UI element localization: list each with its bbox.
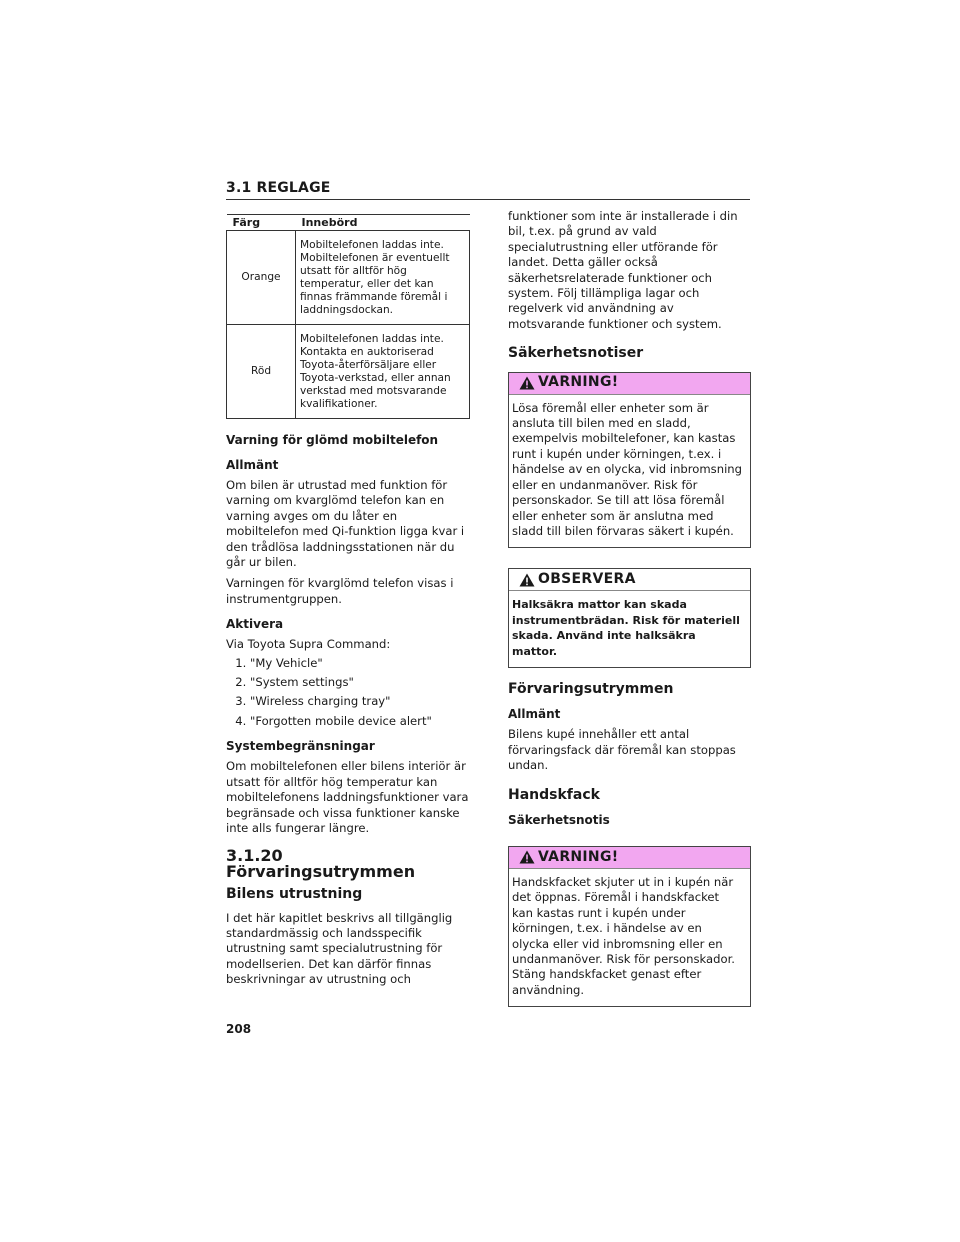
heading-equipment: Bilens utrustning — [226, 886, 363, 903]
column-header-meaning: Innebörd — [296, 215, 470, 231]
heading-storage: Förvaringsutrymmen — [508, 680, 674, 697]
list-item: 1. "My Vehicle" — [250, 656, 470, 671]
section-header: 3.1 REGLAGE — [226, 180, 750, 200]
table-row — [227, 325, 470, 419]
indicator-color-table — [226, 214, 470, 419]
paragraph-general-2: Varningen för kvarglömd telefon visas i instrumentgruppen. — [226, 576, 454, 606]
right-column — [508, 209, 751, 1021]
meaning-cell: Mobiltelefonen laddas inte. Kontakta en auktoriserad Toyota-återförsäljare eller Toyota-verkstad, eller annan verkstad med motsvarande kvalifikationer. — [296, 325, 470, 419]
column-header-color: Färg — [227, 215, 296, 231]
warning-box — [508, 846, 751, 1007]
heading-system-limits: Systembegränsningar — [226, 739, 375, 754]
paragraph-storage: Bilens kupé innehåller ett antal förvaringsfack där föremål kan stoppas undan. — [508, 727, 736, 773]
list-item: 3. "Wireless charging tray" — [250, 694, 470, 709]
warning-text: Lösa föremål eller enheter som är ansluta till bilen med en sladd, exempelvis mobiltelefoner, kan kastas runt i kupén under körningen, t.ex. i händelse av en olycka, vid inbromsning eller en undanmanöver. Risk för personskador. Se till att lösa föremål eller enheter som är anslutna med sladd till bilen förvaras säkert i kupén. — [512, 400, 742, 538]
table-row — [227, 231, 470, 325]
heading-glovebox: Handskfack — [508, 786, 600, 803]
heading-safety-notes: Säkerhetsnotiser — [508, 345, 644, 362]
list-item: 2. "System settings" — [250, 675, 470, 690]
color-cell: Orange — [227, 231, 296, 325]
activation-steps — [226, 656, 470, 730]
warning-bar — [509, 847, 750, 869]
paragraph-limits: Om mobiltelefonen eller bilens interiör är utsatt för alltför hög temperatur kan mobiltelefonens laddningsfunktioner vara begränsade och vissa funktioner kanske inte alls fungerar längre. — [226, 759, 469, 835]
notice-title: OBSERVERA — [538, 571, 636, 588]
chapter-title: 3.1.20 Förvaringsutrymmen — [226, 846, 416, 881]
paragraph-equipment: I det här kapitlet beskrivs all tillgänglig standardmässig och landsspecifik utrustning samt specialutrustning för modellserien. Det kan därför finnas beskrivningar av utrustning och — [226, 910, 453, 987]
heading-safety-note: Säkerhetsnotis — [508, 812, 610, 827]
heading-general: Allmänt — [508, 707, 561, 722]
warning-title: VARNING! — [538, 848, 619, 865]
paragraph-activate: Via Toyota Supra Command: — [226, 637, 391, 652]
warning-triangle-icon — [519, 376, 535, 390]
notice-text: Halksäkra mattor kan skada instrumentbrädan. Risk för materiell skada. Använd inte halksäkra mattor. — [512, 598, 740, 658]
warning-triangle-icon — [519, 850, 535, 864]
paragraph-general-1: Om bilen är utrustad med funktion för varning om kvarglömd telefon kan en varning avges om du låter en mobiltelefon med Qi-funktion ligga kvar i den trådlösa laddningsstationen när du går ur bilen. — [226, 478, 465, 570]
notice-box — [508, 568, 751, 668]
heading-general: Allmänt — [226, 458, 279, 472]
warning-box — [508, 372, 751, 549]
list-item: 4. "Forgotten mobile device alert" — [250, 714, 470, 729]
color-cell: Röd — [227, 325, 296, 419]
meaning-cell: Mobiltelefonen laddas inte. Mobiltelefonen är eventuellt utsatt för alltför hög temperatur, eller det kan finnas främmande föremål i laddningsdockan. — [296, 231, 470, 325]
page-number: 208 — [226, 1022, 252, 1036]
table-header-row — [227, 215, 470, 231]
heading-forgotten-phone: Varning för glömd mobiltelefon — [226, 433, 439, 447]
notice-bar — [509, 569, 750, 591]
warning-triangle-icon — [519, 573, 535, 587]
heading-activate: Aktivera — [226, 617, 284, 632]
left-column — [226, 214, 470, 994]
warning-bar — [509, 373, 750, 395]
paragraph-continued: funktioner som inte är installerade i din bil, t.ex. på grund av vald specialutrustning eller utförande för landet. Detta gäller också säkerhetsrelaterade funktioner och system. Följ tillämpliga lagar och regelverk vid användning av motsvarande funktioner och system. — [508, 209, 738, 331]
warning-text: Handskfacket skjuter ut in i kupén när det öppnas. Föremål i handskfacket kan kastas runt i kupén under körningen, t.ex. i händelse av en olycka eller vid inbromsning eller en undanmanöver. Risk för personskador. Stäng handskfacket genast efter användning. — [512, 874, 735, 997]
warning-title: VARNING! — [538, 374, 619, 391]
